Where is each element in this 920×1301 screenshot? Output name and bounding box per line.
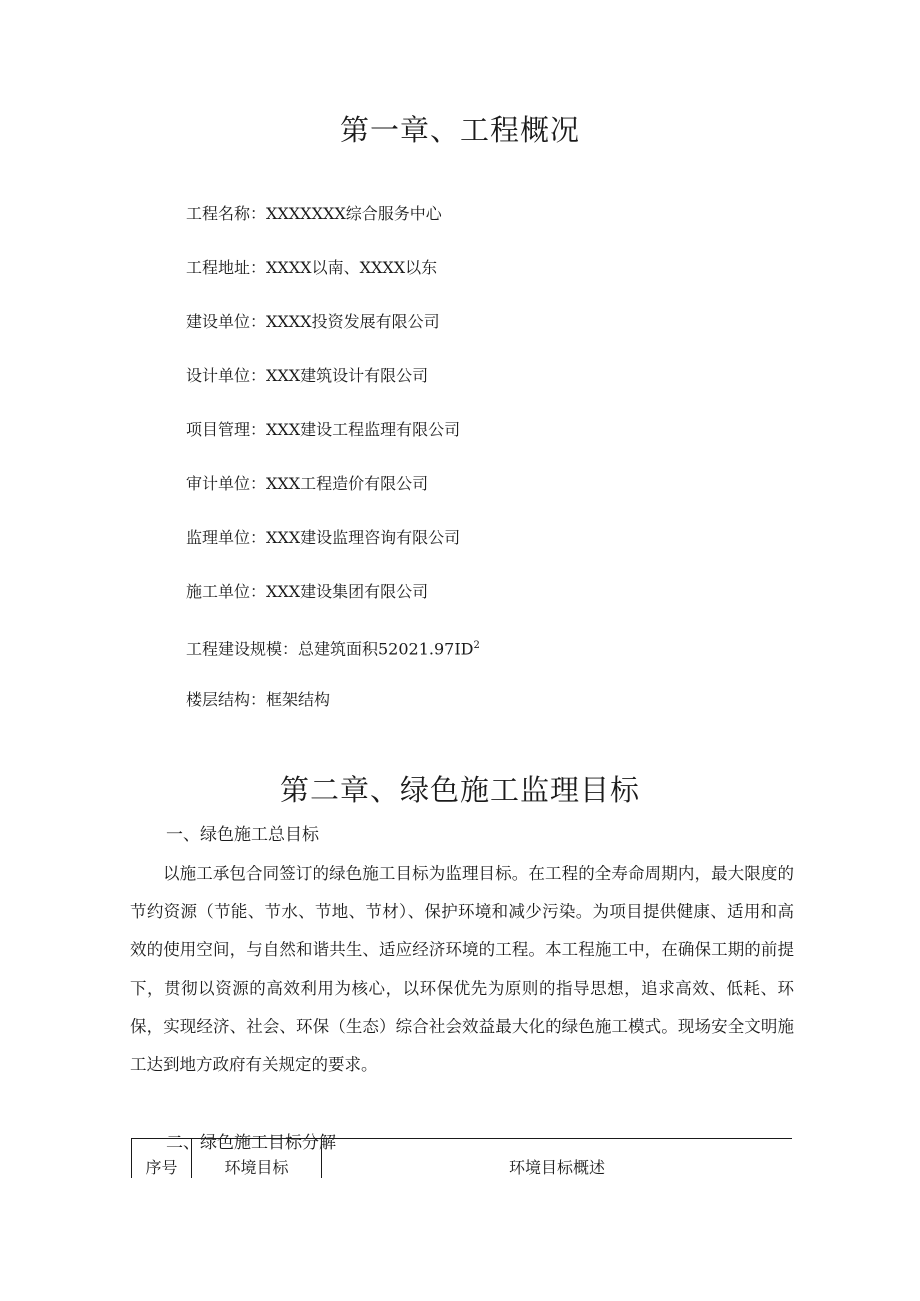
goal-breakdown-table: [131, 1138, 792, 1178]
project-info-list: [186, 202, 480, 742]
construction-scale: [186, 634, 480, 688]
green-construction-goal-paragraph: 以施工承包合同签订的绿色施工目标为监理目标。在工程的全寿命周期内，最大限度的节约资源（节能、节水、节地、节材）、保护环境和减少污染。为项目提供健康、适用和高效的使用空间，与自然和谐共生、适应经济环境的工程。本工程施工中，在确保工期的前提下，贯彻以资源的高效利用为核心，以环保优先为原则的指导思想，追求高效、低耗、环保，实现经济、社会、环保（生态）综合社会效益最大化的绿色施工模式。现场安全文明施工达到地方政府有关规定的要求。: [130, 864, 794, 1075]
area-superscript: 2: [473, 640, 480, 651]
goal-breakdown-table-wrap: [131, 1138, 792, 1178]
project-address: 工程地址：XXXX以南、XXXX以东: [186, 258, 438, 277]
table-header-row: [132, 1139, 793, 1179]
chapter-1-title: 第一章、工程概况: [339, 113, 580, 147]
header-environmental-goal: 环境目标: [192, 1139, 322, 1179]
floor-structure: 楼层结构：框架结构: [186, 690, 331, 709]
construction-unit: 建设单位：XXXX投资发展有限公司: [186, 312, 440, 331]
section-2-heading: 二、绿色施工目标分解: [166, 1133, 336, 1153]
audit-unit: 审计单位：XXX工程造价有限公司: [186, 474, 429, 493]
header-serial-number: 序号: [132, 1139, 192, 1179]
section-1-heading: 一、绿色施工总目标: [166, 825, 319, 845]
project-name: 工程名称：XXXXXXX综合服务中心: [186, 204, 442, 223]
chapter-2-title: 第二章、绿色施工监理目标: [279, 773, 640, 807]
supervision-unit: 监理单位：XXX建设监理咨询有限公司: [186, 528, 461, 547]
construction-scale-text: 工程建设规模：总建筑面积52021.97ID: [186, 639, 474, 659]
project-management: 项目管理：XXX建设工程监理有限公司: [186, 420, 461, 439]
design-unit: 设计单位：XXX建筑设计有限公司: [186, 366, 429, 385]
contractor-unit: 施工单位：XXX建设集团有限公司: [186, 582, 429, 601]
header-goal-overview: 环境目标概述: [322, 1139, 793, 1179]
